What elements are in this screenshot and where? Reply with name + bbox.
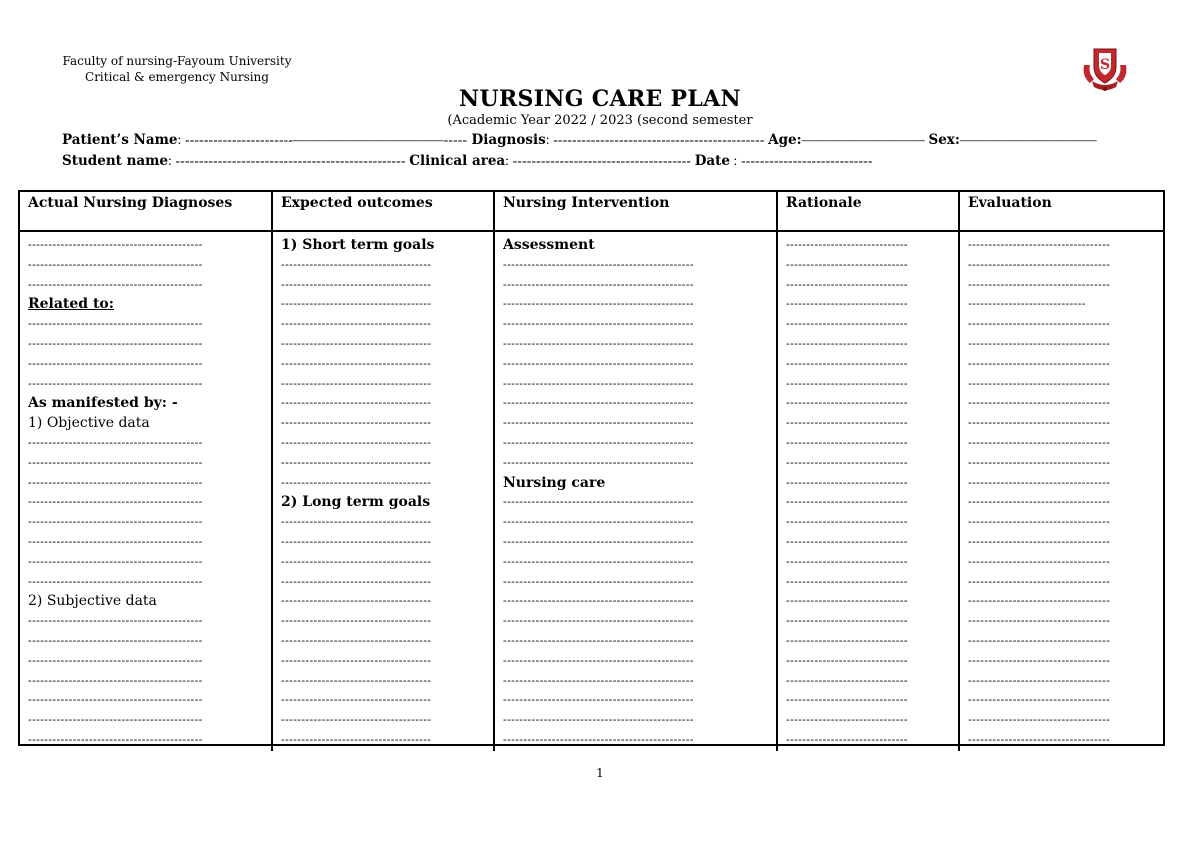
fill-in-line: ------------------------------------- — [281, 516, 432, 529]
expected-outcomes-column[interactable] — [273, 232, 495, 751]
page-title: NURSING CARE PLAN — [459, 86, 741, 112]
fill-in-line: ----------------------------------------------- — [503, 397, 694, 410]
fill-in-line: ----------------------------------- — [968, 595, 1111, 608]
fill-in-line: ------------------------------ — [786, 615, 908, 628]
fill-in-line: ------------------------------------- — [281, 575, 432, 588]
patient-name-label: Patient’s Name — [62, 132, 178, 148]
fill-in-line: ------------------------------ — [786, 535, 908, 548]
fill-in-line: ------------------------------------- — [281, 555, 432, 568]
fill-in-line: ------------------------------------------- — [28, 733, 203, 746]
fill-in-line: ----------------------------------- — [968, 318, 1111, 331]
cell-text: 2) Subjective data — [28, 593, 157, 610]
fill-in-line: ------------------------------ — [786, 357, 908, 370]
cell-text: Assessment — [503, 237, 595, 253]
fill-in-line: ------------------------------ — [786, 417, 908, 430]
fill-in-line: ------------------------------------- — [281, 357, 432, 370]
fill-in-line: ------------------------------------------- — [28, 456, 203, 469]
cell-text: Nursing care — [503, 474, 606, 491]
cell-text: Related to: — [28, 296, 114, 313]
fill-in-line: ------------------------------------- — [281, 535, 432, 548]
fill-in-line: ------------------------------ — [786, 595, 908, 608]
header-rationale: Rationale — [778, 192, 960, 230]
fill-in-line: ----------------------------------- — [968, 516, 1111, 529]
student-name-label: Student name — [62, 153, 169, 169]
academic-year-subtitle: (Academic Year 2022 / 2023 (second semester — [447, 113, 753, 128]
fill-in-line: ----------------------------------------------- — [503, 654, 694, 667]
sex-label: Sex: — [928, 132, 960, 148]
evaluation-column[interactable] — [960, 232, 1163, 751]
cell-text: 2) Long term goals — [281, 494, 431, 511]
student-name-field[interactable]: : ------------------------------------------------- — [168, 153, 410, 168]
fill-in-line: ------------------------------ — [786, 318, 908, 331]
fill-in-line: ----------------------------------- — [968, 278, 1111, 291]
fill-in-line: ------------------------------------- — [281, 258, 432, 271]
fill-in-line: ------------------------------------------- — [28, 476, 203, 489]
fill-in-line: ------------------------------------------- — [28, 555, 203, 568]
fill-in-line: ------------------------------------- — [281, 654, 432, 667]
fill-in-line: ----------------------------------- — [968, 397, 1111, 410]
fill-in-line: ------------------------------ — [786, 397, 908, 410]
fill-in-line: ----------------------------------- — [968, 694, 1111, 707]
fill-in-line: ----------------------------------- — [968, 714, 1111, 727]
fill-in-line: ----------------------------------- — [968, 239, 1111, 251]
fill-in-line: ----------------------------------------------- — [503, 496, 694, 509]
fill-in-line: ----------------------------------------------- — [503, 674, 694, 687]
fill-in-line: ------------------------------------------- — [28, 278, 203, 291]
fill-in-line: ----------------------------------------------- — [503, 714, 694, 727]
fill-in-line: ------------------------------------------- — [28, 535, 203, 548]
fill-in-line: ------------------------------------- — [281, 298, 432, 311]
fill-in-line: ------------------------------------------- — [28, 357, 203, 370]
fill-in-line: ----------------------------------- — [968, 456, 1111, 469]
diagnosis-label: Diagnosis — [471, 132, 546, 148]
fill-in-line: ----------------------------------------------- — [503, 595, 694, 608]
fill-in-line: ----------------------------------- — [968, 337, 1111, 350]
fill-in-line: ----------------------------------- — [968, 535, 1111, 548]
diagnosis-field[interactable]: : --------------------------------------------- — [545, 132, 769, 147]
fill-in-line: ------------------------------------------- — [28, 318, 203, 331]
fill-in-line: ------------------------------ — [786, 694, 908, 707]
fill-in-line: ------------------------------ — [786, 674, 908, 687]
fill-in-line: ------------------------------------- — [281, 456, 432, 469]
fill-in-line: ----------------------------------- — [968, 496, 1111, 509]
fill-in-line: ------------------------------------- — [281, 615, 432, 628]
fill-in-line: ----------------------------------- — [968, 258, 1111, 271]
fill-in-line: ------------------------------------- — [281, 694, 432, 707]
fill-in-line: ----------------------------------- — [968, 555, 1111, 568]
table-header-row — [20, 192, 1163, 232]
fill-in-line: ----------------------------------- — [968, 357, 1111, 370]
cell-text: As manifested by: - — [28, 395, 178, 412]
page-number: 1 — [596, 766, 604, 780]
fill-in-line: ----------------------------------------------- — [503, 357, 694, 370]
age-field[interactable]: ————————— — [801, 132, 929, 147]
fill-in-line: ----------------------------------------------- — [503, 733, 694, 746]
fill-in-line: ------------------------------ — [786, 516, 908, 529]
fill-in-line: ----------------------------------------------- — [503, 456, 694, 469]
fill-in-line: ------------------------------ — [786, 476, 908, 489]
fill-in-line: ------------------------------ — [786, 436, 908, 449]
fill-in-line: ----------------------------------- — [968, 733, 1111, 746]
fill-in-line: ----------------------------------- — [968, 436, 1111, 449]
fill-in-line: ----------------------------------------------- — [503, 516, 694, 529]
fill-in-line: ----------------------------------------------- — [503, 694, 694, 707]
fill-in-line: ------------------------------------- — [281, 595, 432, 608]
fill-in-line: ------------------------------ — [786, 258, 908, 271]
care-plan-table — [18, 190, 1165, 746]
fill-in-line: ------------------------------------- — [281, 674, 432, 687]
fill-in-line: ------------------------------ — [786, 575, 908, 588]
fill-in-line: ----------------------------------- — [968, 417, 1111, 430]
fill-in-line: ----------------------------------------------- — [503, 337, 694, 350]
fill-in-line: ----------------------------------- — [968, 476, 1111, 489]
fill-in-line: ----------------------------------- — [968, 634, 1111, 647]
fill-in-line: ----------------------------------------------- — [503, 417, 694, 430]
fill-in-line: ----------------------------------------------- — [503, 535, 694, 548]
student-info-line — [62, 153, 1162, 169]
fill-in-line: ------------------------------------------- — [28, 634, 203, 647]
fill-in-line: ------------------------------------------- — [28, 714, 203, 727]
fill-in-line: ------------------------------------------- — [28, 436, 203, 449]
fill-in-line: ----------------------------------- — [968, 575, 1111, 588]
fill-in-line: ------------------------------------- — [281, 714, 432, 727]
header-evaluation: Evaluation — [968, 195, 1052, 211]
clinical-area-field[interactable]: : -------------------------------------- — [505, 153, 695, 168]
fill-in-line: ------------------------------------------- — [28, 615, 203, 628]
patient-info-line — [62, 132, 1162, 148]
fill-in-line: ----------------------------------- — [968, 377, 1111, 390]
cell-text: 1) Objective data — [28, 415, 150, 432]
fill-in-line: ------------------------------ — [786, 239, 908, 251]
fill-in-line: ------------------------------ — [786, 733, 908, 746]
fill-in-line: ----------------------------------------------- — [503, 258, 694, 271]
fill-in-line: ------------------------------ — [786, 555, 908, 568]
department-name: Critical & emergency Nursing — [85, 70, 269, 84]
fill-in-line: ----------------------------- — [968, 298, 1086, 311]
fill-in-line: ------------------------------------- — [281, 436, 432, 449]
fill-in-line: ------------------------------------- — [281, 278, 432, 291]
clinical-area-label: Clinical area — [409, 153, 506, 169]
fill-in-line: ------------------------------------- — [281, 377, 432, 390]
fill-in-line: ----------------------------------- — [968, 674, 1111, 687]
fill-in-line: ----------------------------------- — [968, 654, 1111, 667]
patient-name-field[interactable]: : -----------------------———————————----- — [177, 132, 468, 147]
nursing-intervention-column[interactable] — [495, 232, 778, 751]
fill-in-line: ------------------------------ — [786, 298, 908, 311]
sex-field[interactable]: —————————— — [959, 132, 1097, 147]
fill-in-line: ----------------------------------------------- — [503, 298, 694, 311]
fill-in-line: ----------------------------------------------- — [503, 555, 694, 568]
header-expected-outcomes: Expected outcomes — [273, 192, 495, 230]
fill-in-line: ----------------------------------------------- — [503, 575, 694, 588]
fill-in-line: ------------------------------ — [786, 456, 908, 469]
date-label: Date — [694, 153, 730, 169]
fill-in-line: ------------------------------------------- — [28, 337, 203, 350]
fill-in-line: ------------------------------------------- — [28, 496, 203, 509]
fill-in-line: ------------------------------------------- — [28, 575, 203, 588]
fill-in-line: ------------------------------------------- — [28, 516, 203, 529]
header-nursing-intervention: Nursing Intervention — [495, 192, 778, 230]
fill-in-line: ------------------------------ — [786, 337, 908, 350]
fill-in-line: ----------------------------------------------- — [503, 377, 694, 390]
fill-in-line: ------------------------------------- — [281, 733, 432, 746]
table-body-row — [20, 232, 1163, 751]
fill-in-line: ------------------------------------------- — [28, 694, 203, 707]
fill-in-line: ------------------------------------- — [281, 337, 432, 350]
fill-in-line: ------------------------------------- — [281, 634, 432, 647]
fill-in-line: ----------------------------------------------- — [503, 436, 694, 449]
fill-in-line: ------------------------------ — [786, 278, 908, 291]
diagnoses-column[interactable] — [20, 232, 273, 751]
fill-in-line: ------------------------------------------- — [28, 674, 203, 687]
rationale-column[interactable] — [778, 232, 960, 751]
fill-in-line: ----------------------------------------------- — [503, 278, 694, 291]
fill-in-line: ------------------------------ — [786, 377, 908, 390]
fill-in-line: ----------------------------------------------- — [503, 634, 694, 647]
fill-in-line: ------------------------------------- — [281, 397, 432, 410]
header-actual-nursing-diagnoses: Actual Nursing Diagnoses — [20, 192, 273, 230]
faculty-header — [62, 53, 292, 85]
fill-in-line: ------------------------------------- — [281, 476, 432, 489]
fill-in-line: ------------------------------------------- — [28, 377, 203, 390]
fill-in-line: ----------------------------------- — [968, 615, 1111, 628]
fill-in-line: ------------------------------ — [786, 654, 908, 667]
date-field[interactable]: : ---------------------------- — [729, 153, 873, 168]
cell-text: 1) Short term goals — [281, 237, 435, 253]
fill-in-line: ------------------------------------------- — [28, 654, 203, 667]
fill-in-line: ------------------------------------------- — [28, 239, 203, 251]
age-label: Age: — [768, 132, 802, 148]
fill-in-line: ------------------------------ — [786, 634, 908, 647]
fill-in-line: ----------------------------------------------- — [503, 318, 694, 331]
fill-in-line: ------------------------------------- — [281, 318, 432, 331]
fill-in-line: ------------------------------ — [786, 496, 908, 509]
svg-text:S: S — [1099, 57, 1111, 73]
faculty-name: Faculty of nursing-Fayoum University — [62, 54, 292, 68]
fill-in-line: ------------------------------------------- — [28, 258, 203, 271]
fill-in-line: ------------------------------------- — [281, 417, 432, 430]
fill-in-line: ------------------------------ — [786, 714, 908, 727]
fill-in-line: ----------------------------------------------- — [503, 615, 694, 628]
